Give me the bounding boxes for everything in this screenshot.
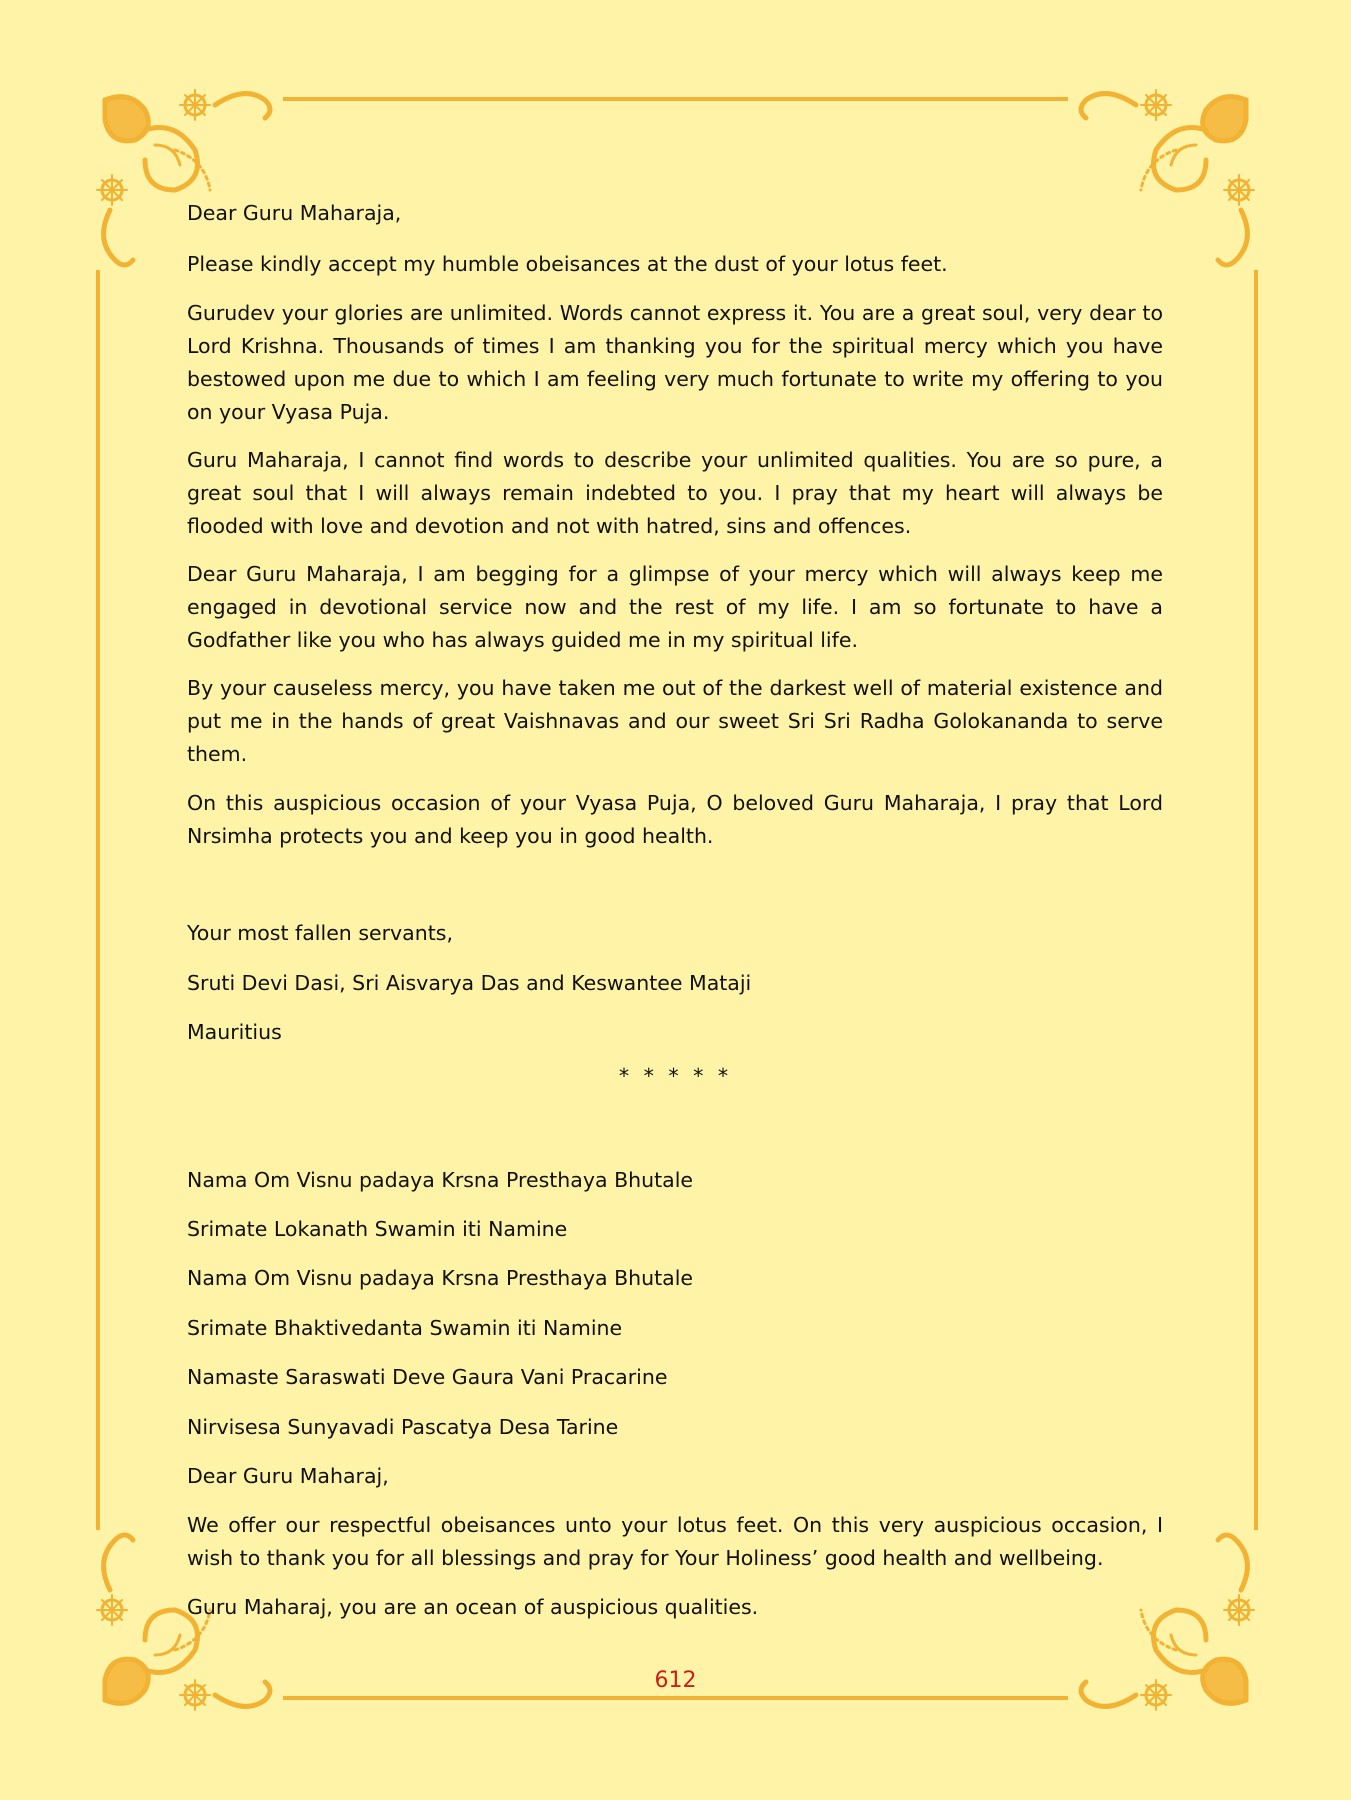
- paragraph: Guru Maharaj, you are an ocean of auspicious qualities.: [187, 1595, 759, 1619]
- signature: Sruti Devi Dasi, Sri Aisvarya Das and Keswantee Mataji: [187, 971, 752, 995]
- paragraph: We offer our respectful obeisances unto your lotus feet. On this very auspicious occasion, I wish to thank you for all blessings and pray for Your Holiness’ good health and wellbeing.: [187, 1513, 1163, 1570]
- paragraph: Guru Maharaja, I cannot find words to describe your unlimited qualities. You are so pure, a great soul that I will always remain indebted to you. I pray that my heart will always be flooded with love and devotion and not with hatred, sins and offences.: [187, 448, 1163, 538]
- salutation: Dear Guru Maharaj,: [187, 1464, 389, 1488]
- page-number: 612: [654, 1668, 697, 1693]
- prayer-line: Namaste Saraswati Deve Gaura Vani Pracarine: [187, 1365, 668, 1389]
- corner-ornament-top-right: [1076, 80, 1266, 270]
- paragraph: On this auspicious occasion of your Vyasa Puja, O beloved Guru Maharaja, I pray that Lord Nrsimha protects you and keep you in good health.: [187, 791, 1163, 848]
- paragraph: Gurudev your glories are unlimited. Words cannot express it. You are a great soul, very dear to Lord Krishna. Thousands of times I am thanking you for the spiritual mercy which you have bestowed upon me due to which I am feeling very much fortunate to write my offering to you on your Vyasa Puja.: [187, 301, 1163, 424]
- prayer-line: Nama Om Visnu padaya Krsna Presthaya Bhutale: [187, 1266, 694, 1290]
- border-bottom-line: [283, 1696, 1068, 1700]
- border-top-line: [283, 97, 1068, 101]
- separator: * * * * *: [618, 1064, 733, 1088]
- corner-ornament-top-left: [85, 80, 275, 270]
- paragraph: Please kindly accept my humble obeisances at the dust of your lotus feet.: [187, 252, 948, 276]
- prayer-line: Srimate Bhaktivedanta Swamin iti Namine: [187, 1316, 623, 1340]
- salutation: Dear Guru Maharaja,: [187, 201, 402, 225]
- paragraph: Dear Guru Maharaja, I am begging for a glimpse of your mercy which will always keep me engaged in devotional service now and the rest of my life. I am so fortunate to have a Godfather like you who has always guided me in my spiritual life.: [187, 562, 1163, 652]
- paragraph: By your causeless mercy, you have taken me out of the darkest well of material existence and put me in the hands of great Vaishnavas and our sweet Sri Sri Radha Golokananda to serve them.: [187, 676, 1163, 766]
- prayer-line: Nama Om Visnu padaya Krsna Presthaya Bhutale: [187, 1168, 694, 1192]
- border-left-line: [96, 270, 100, 1530]
- prayer-line: Nirvisesa Sunyavadi Pascatya Desa Tarine: [187, 1415, 619, 1439]
- location: Mauritius: [187, 1020, 282, 1044]
- closing: Your most fallen servants,: [187, 921, 453, 945]
- border-right-line: [1254, 270, 1258, 1530]
- prayer-line: Srimate Lokanath Swamin iti Namine: [187, 1217, 568, 1241]
